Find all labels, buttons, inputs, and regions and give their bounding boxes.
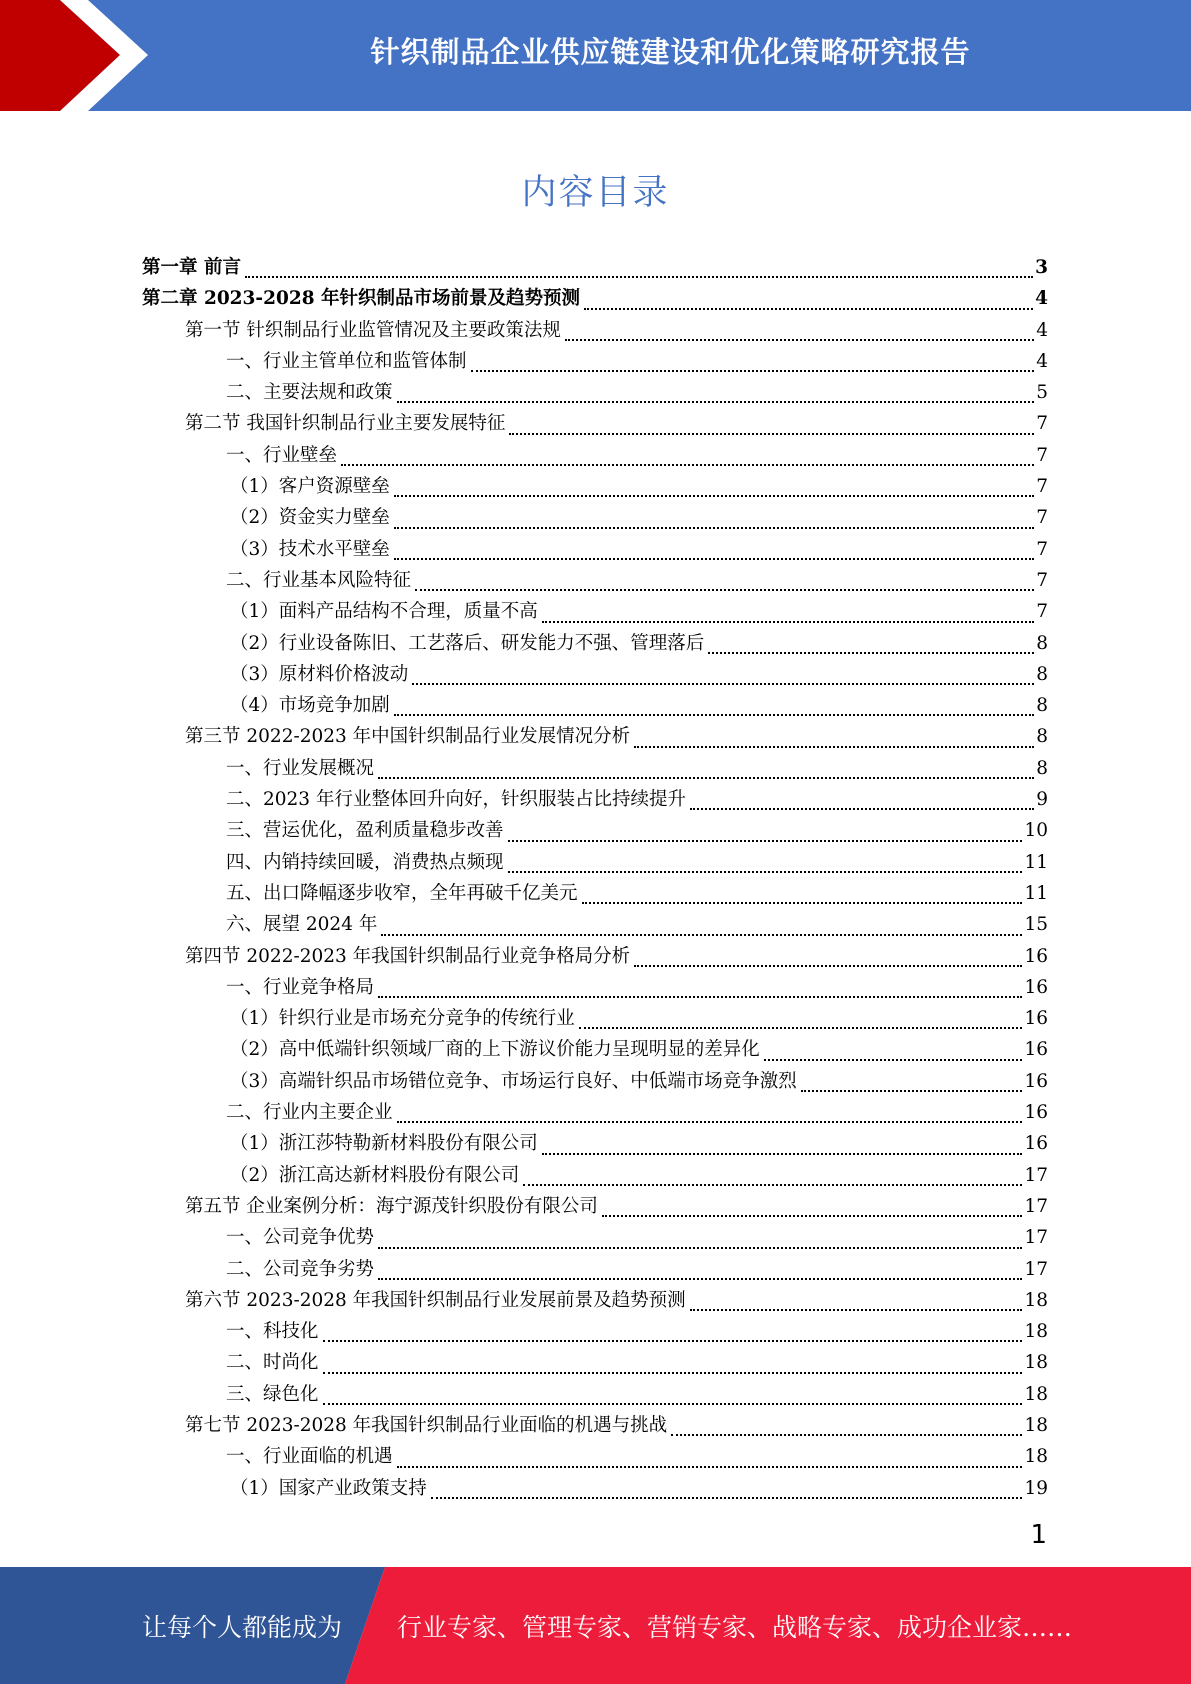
dot-leader — [323, 1372, 1023, 1374]
toc-entry[interactable] — [142, 1255, 1048, 1286]
toc-entry[interactable] — [142, 409, 1048, 440]
toc-entry-page: 4 — [1036, 350, 1048, 372]
toc-entry-page: 17 — [1024, 1164, 1048, 1186]
toc-entry[interactable] — [142, 1442, 1048, 1473]
toc-entry-page: 3 — [1035, 257, 1048, 278]
toc-entry-page: 7 — [1036, 444, 1048, 466]
toc-entry-page: 17 — [1024, 1227, 1048, 1249]
toc-entry-label: 第二节 我国针织制品行业主要发展特征 — [185, 413, 506, 435]
dot-leader — [397, 401, 1035, 403]
page-number: 1 — [1030, 1520, 1047, 1550]
dot-leader — [378, 1278, 1022, 1280]
toc-entry-page: 16 — [1024, 1039, 1048, 1061]
toc-entry-label: 二、公司竞争劣势 — [226, 1258, 375, 1280]
toc-entry-label: 三、营运优化，盈利质量稳步改善 — [226, 820, 504, 842]
toc-entry[interactable] — [142, 566, 1048, 597]
toc-entry-label: 四、内销持续回暖，消费热点频现 — [226, 851, 504, 873]
dot-leader — [565, 339, 1034, 341]
toc-entry-label: 二、2023 年行业整体回升向好，针织服装占比持续提升 — [226, 789, 686, 811]
toc-entry-page: 18 — [1024, 1289, 1048, 1311]
toc-entry[interactable] — [142, 1474, 1048, 1505]
toc-entry-label: （3）高端针织品市场错位竞争、市场运行良好、中低端市场竞争激烈 — [230, 1070, 797, 1092]
toc-entry[interactable] — [142, 722, 1048, 753]
toc-entry-page: 7 — [1036, 507, 1048, 529]
dot-leader — [690, 808, 1034, 810]
toc-entry[interactable] — [142, 378, 1048, 409]
toc-entry[interactable] — [142, 973, 1048, 1004]
toc-entry-page: 16 — [1024, 976, 1048, 998]
toc-entry-page: 16 — [1024, 1070, 1048, 1092]
toc-entry-label: 一、行业面临的机遇 — [226, 1446, 393, 1468]
toc-entry[interactable] — [142, 660, 1048, 691]
toc-entry-page: 8 — [1036, 632, 1048, 654]
toc-entry-page: 15 — [1024, 914, 1048, 936]
toc-entry-page: 19 — [1024, 1477, 1048, 1499]
toc-entry[interactable] — [142, 754, 1048, 785]
toc-entry-label: 第一章 前言 — [142, 257, 241, 278]
red-arrow-icon — [0, 0, 160, 111]
toc-entry[interactable] — [142, 785, 1048, 816]
toc-entry[interactable] — [142, 253, 1048, 284]
dot-leader — [378, 1247, 1022, 1249]
toc-entry-page: 5 — [1036, 382, 1048, 404]
dot-leader — [394, 527, 1034, 529]
toc-entry[interactable] — [142, 1223, 1048, 1254]
footer-banner — [0, 1567, 1191, 1684]
dot-leader — [508, 871, 1023, 873]
toc-entry[interactable] — [142, 816, 1048, 847]
dot-leader — [801, 1090, 1023, 1092]
dot-leader — [634, 965, 1022, 967]
toc-entry[interactable] — [142, 535, 1048, 566]
dot-leader — [394, 714, 1034, 716]
toc-entry-label: 一、公司竞争优势 — [226, 1227, 375, 1249]
dot-leader — [397, 1466, 1023, 1468]
toc-entry[interactable] — [142, 1317, 1048, 1348]
toc-entry-label: 第五节 企业案例分析：海宁源茂针织股份有限公司 — [185, 1195, 598, 1217]
toc-entry-page: 9 — [1036, 789, 1048, 811]
header-banner — [0, 0, 1191, 111]
dot-leader — [542, 621, 1034, 623]
toc-heading: 内容目录 — [521, 173, 670, 213]
dot-leader — [508, 840, 1023, 842]
toc-entry-label: 一、行业壁垒 — [226, 444, 338, 466]
toc-entry-page: 17 — [1024, 1258, 1048, 1280]
toc-entry[interactable] — [142, 1348, 1048, 1379]
toc-entry-label: （1）国家产业政策支持 — [230, 1477, 427, 1499]
toc-entry[interactable] — [142, 910, 1048, 941]
dot-leader — [708, 652, 1034, 654]
dot-leader — [523, 1184, 1022, 1186]
dot-leader — [378, 777, 1034, 779]
toc-entry-label: 一、行业竞争格局 — [226, 976, 375, 998]
toc-entry-page: 16 — [1024, 1102, 1048, 1124]
dot-leader — [579, 1027, 1023, 1029]
toc-entry[interactable] — [142, 879, 1048, 910]
toc-entry-page: 8 — [1036, 726, 1048, 748]
toc-entry-label: 第四节 2022-2023 年我国针织制品行业竞争格局分析 — [185, 945, 631, 967]
dot-leader — [381, 934, 1022, 936]
toc-entry-page: 7 — [1036, 601, 1048, 623]
dot-leader — [764, 1059, 1023, 1061]
toc-entry-page: 8 — [1036, 757, 1048, 779]
toc-entry-label: （2）高中低端针织领域厂商的上下游议价能力呈现明显的差异化 — [230, 1039, 760, 1061]
toc-entry-page: 18 — [1024, 1352, 1048, 1374]
footer-slogan-right: 行业专家、管理专家、营销专家、战略专家、成功企业家…… — [397, 1612, 1073, 1642]
toc-entry-label: （2）资金实力壁垒 — [230, 507, 390, 529]
toc-entry-label: 一、科技化 — [226, 1321, 319, 1343]
footer-slogan-left: 让每个人都能成为 — [142, 1612, 343, 1642]
toc-entry[interactable] — [142, 1380, 1048, 1411]
toc-entry-page: 7 — [1036, 569, 1048, 591]
toc-entry-label: （3）原材料价格波动 — [230, 663, 409, 685]
toc-entry-label: 第六节 2023-2028 年我国针织制品行业发展前景及趋势预测 — [185, 1289, 686, 1311]
toc-entry[interactable] — [142, 1004, 1048, 1035]
dot-leader — [634, 746, 1034, 748]
toc-entry[interactable] — [142, 1098, 1048, 1129]
toc-entry-label: 第二章 2023-2028 年针织制品市场前景及趋势预测 — [142, 288, 581, 310]
dot-leader — [323, 1403, 1023, 1405]
toc-entry-label: （2）浙江高达新材料股份有限公司 — [230, 1164, 520, 1186]
toc-entry-label: 第一节 针织制品行业监管情况及主要政策法规 — [185, 319, 561, 341]
toc-entry-label: （3）技术水平壁垒 — [230, 538, 390, 560]
dot-leader — [412, 683, 1034, 685]
toc-entry-page: 18 — [1024, 1383, 1048, 1405]
toc-entry[interactable] — [142, 691, 1048, 722]
toc-entry-page: 7 — [1036, 413, 1048, 435]
toc-entry-label: 二、时尚化 — [226, 1352, 319, 1374]
dot-leader — [378, 996, 1022, 998]
toc-entry-label: 二、主要法规和政策 — [226, 382, 393, 404]
toc-entry-page: 8 — [1036, 695, 1048, 717]
dot-leader — [394, 558, 1034, 560]
toc-entry-label: 第三节 2022-2023 年中国针织制品行业发展情况分析 — [185, 726, 631, 748]
dot-leader — [323, 1340, 1023, 1342]
toc-entry[interactable] — [142, 1161, 1048, 1192]
dot-leader — [542, 1153, 1023, 1155]
toc-entry-page: 16 — [1024, 945, 1048, 967]
toc-entry-page: 4 — [1035, 288, 1048, 310]
toc-entry[interactable] — [142, 1286, 1048, 1317]
dot-leader — [415, 589, 1034, 591]
toc-entry[interactable] — [142, 629, 1048, 660]
toc-entry[interactable] — [142, 503, 1048, 534]
toc-entry[interactable] — [142, 1035, 1048, 1066]
toc-entry-label: 五、出口降幅逐步收窄，全年再破千亿美元 — [226, 882, 578, 904]
report-title: 针织制品企业供应链建设和优化策略研究报告 — [370, 34, 971, 69]
toc-entry-label: 二、行业内主要企业 — [226, 1102, 393, 1124]
dot-leader — [431, 1497, 1023, 1499]
toc-entry-label: （2）行业设备陈旧、工艺落后、研发能力不强、管理落后 — [230, 632, 705, 654]
dot-leader — [341, 464, 1034, 466]
toc-entry-page: 7 — [1036, 476, 1048, 498]
toc-entry-page: 18 — [1024, 1414, 1048, 1436]
dot-leader — [471, 370, 1035, 372]
dot-leader — [584, 308, 1033, 310]
toc-entry[interactable] — [142, 848, 1048, 879]
toc-entry-page: 4 — [1036, 319, 1048, 341]
toc-entry-page: 18 — [1024, 1321, 1048, 1343]
toc-entry-label: （4）市场竞争加剧 — [230, 695, 390, 717]
toc-entry[interactable] — [142, 1129, 1048, 1160]
toc-entry[interactable] — [142, 316, 1048, 347]
toc-entry-page: 11 — [1024, 851, 1048, 873]
table-of-contents — [142, 253, 1048, 1505]
dot-leader — [245, 276, 1033, 278]
dot-leader — [602, 1215, 1023, 1217]
toc-entry-label: 第七节 2023-2028 年我国针织制品行业面临的机遇与挑战 — [185, 1414, 668, 1436]
toc-entry[interactable] — [142, 284, 1048, 315]
toc-entry[interactable] — [142, 347, 1048, 378]
toc-entry[interactable] — [142, 597, 1048, 628]
toc-entry[interactable] — [142, 441, 1048, 472]
dot-leader — [671, 1434, 1022, 1436]
toc-entry-label: （1）针织行业是市场充分竞争的传统行业 — [230, 1008, 575, 1030]
dot-leader — [509, 433, 1034, 435]
toc-entry-page: 8 — [1036, 663, 1048, 685]
toc-entry[interactable] — [142, 942, 1048, 973]
toc-entry-page: 16 — [1024, 1008, 1048, 1030]
toc-entry-label: 二、行业基本风险特征 — [226, 569, 412, 591]
toc-entry-page: 18 — [1024, 1446, 1048, 1468]
toc-entry-page: 7 — [1036, 538, 1048, 560]
toc-entry-label: 六、展望 2024 年 — [226, 914, 378, 936]
toc-entry-page: 17 — [1024, 1195, 1048, 1217]
toc-entry-label: 三、绿色化 — [226, 1383, 319, 1405]
toc-entry-label: （1）面料产品结构不合理，质量不高 — [230, 601, 538, 623]
toc-entry[interactable] — [142, 1192, 1048, 1223]
toc-entry-label: 一、行业主管单位和监管体制 — [226, 350, 467, 372]
toc-entry-page: 16 — [1024, 1133, 1048, 1155]
toc-entry-label: （1）客户资源壁垒 — [230, 476, 390, 498]
toc-entry[interactable] — [142, 1067, 1048, 1098]
toc-entry[interactable] — [142, 472, 1048, 503]
toc-entry-label: 一、行业发展概况 — [226, 757, 375, 779]
toc-entry-page: 10 — [1024, 820, 1048, 842]
toc-entry[interactable] — [142, 1411, 1048, 1442]
dot-leader — [394, 495, 1034, 497]
toc-entry-page: 11 — [1024, 882, 1048, 904]
dot-leader — [582, 902, 1023, 904]
dot-leader — [397, 1121, 1023, 1123]
toc-entry-label: （1）浙江莎特勒新材料股份有限公司 — [230, 1133, 538, 1155]
dot-leader — [690, 1309, 1023, 1311]
